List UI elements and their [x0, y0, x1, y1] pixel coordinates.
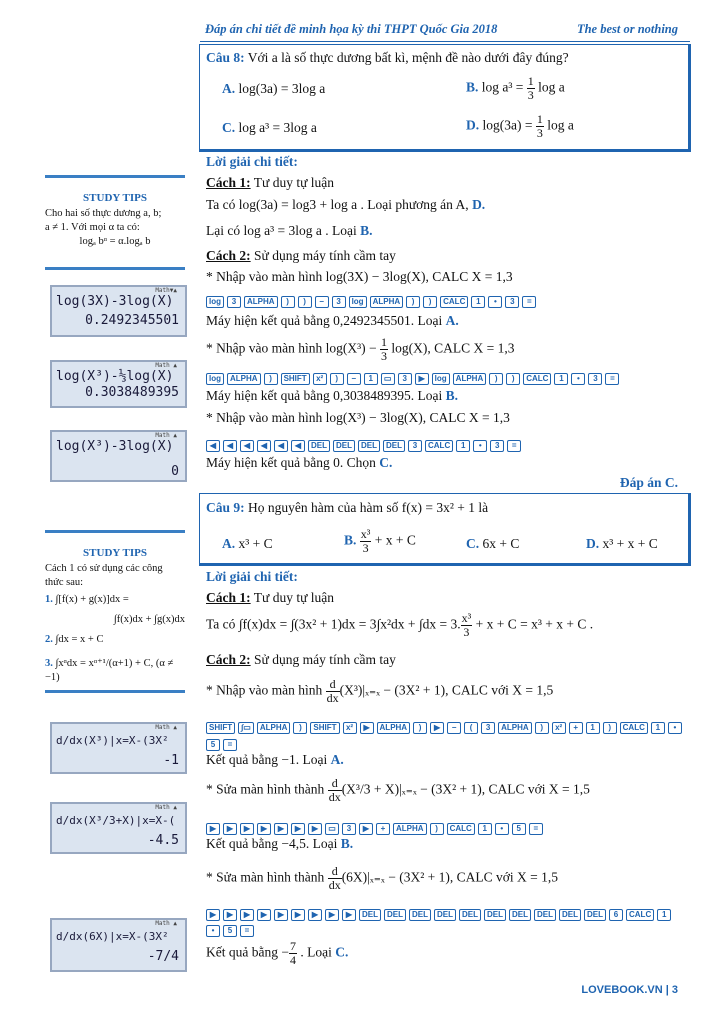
calc-key: ◀	[240, 440, 254, 452]
calc-key: log	[206, 296, 224, 308]
calc-key: 5	[512, 823, 526, 835]
question-9-box	[199, 493, 691, 566]
calc-key: 3	[490, 440, 504, 452]
calc-key: 1	[554, 373, 568, 385]
sol8-result-2: Máy hiện kết quả bằng 0,3038489395. Loại B.	[206, 388, 458, 403]
calc-key: )	[430, 823, 444, 835]
answer-8: Đáp án C.	[619, 475, 678, 490]
calc-key: ▶	[240, 909, 254, 921]
calc-key: )	[423, 296, 437, 308]
sol9-method-2: Cách 2: Sử dụng máy tính cầm tay	[206, 652, 396, 667]
calc-key: ▭	[325, 823, 339, 835]
sol9-step-3: * Sửa màn hình thành $\frac{d}{dx}$ (6X)|ₓ₌ₓ − (3X² + 1), CALC với X = 1,5	[206, 864, 558, 892]
solution-9-title: Lời giải chi tiết:	[206, 569, 298, 584]
calc-key: DEL	[434, 909, 456, 921]
calc-key: )	[330, 373, 344, 385]
calc-key: =	[522, 296, 536, 308]
calc-key: ▶	[240, 823, 254, 835]
calc-key: log	[206, 373, 224, 385]
calc-key: ◀	[291, 440, 305, 452]
sol8-result-1: Máy hiện kết quả bằng 0,2492345501. Loại A.	[206, 313, 459, 328]
calc-key: DEL	[509, 909, 531, 921]
sol8-keys-1	[206, 293, 539, 311]
calculator-screen-1: Math▼▲ log(3X)-3log(X) 0.2492345501	[50, 285, 187, 337]
study-tips-1: STUDY TIPS Cho hai số thực dương a, b; a ≠ 1. Với mọi α ta có: logₐ bᵅ = α.logₐ b	[45, 175, 185, 249]
calc-key: −	[347, 373, 361, 385]
calc-key: 3	[408, 440, 422, 452]
calc-key: •	[206, 925, 220, 937]
calc-key: 1	[471, 296, 485, 308]
sol8-keys-2	[206, 370, 622, 388]
calc-key: DEL	[534, 909, 556, 921]
calc-key: •	[495, 823, 509, 835]
sol9-result-1: Kết quả bằng −1. Loại A.	[206, 752, 344, 767]
calc-key: )	[603, 722, 617, 734]
calc-key: x²	[343, 722, 357, 734]
calc-key: )	[264, 373, 278, 385]
q8-option-a: A. log(3a) = 3log a	[222, 81, 326, 96]
calc-key: CALC	[620, 722, 648, 734]
sol9-step-1: * Nhập vào màn hình $\frac{d}{dx}$ (X³)|ₓ₌ₓ − (3X² + 1), CALC với X = 1,5	[206, 677, 554, 705]
study-tips-2-title: STUDY TIPS	[83, 547, 147, 559]
calc-key: 1	[364, 373, 378, 385]
calc-key: =	[223, 739, 237, 751]
calc-key: DEL	[559, 909, 581, 921]
header-title: Đáp án chi tiết đề minh họa kỳ thi THPT Quốc Gia 2018	[205, 22, 498, 36]
calc-key: CALC	[425, 440, 453, 452]
calc-key: ▶	[257, 909, 271, 921]
sol8-line-1: Ta có log(3a) = log3 + log a . Loại phương án A, D.	[206, 197, 486, 212]
calc-key: )	[293, 722, 307, 734]
calc-key: ◀	[257, 440, 271, 452]
sol8-step-2: * Nhập vào màn hình log(X³) − $\frac{1}{3}$ log(X), CALC X = 1,3	[206, 335, 515, 363]
calc-key: ▶	[342, 909, 356, 921]
calc-key: 3	[398, 373, 412, 385]
calc-key: DEL	[358, 440, 380, 452]
calc-key: ∫▭	[238, 722, 254, 734]
calc-key: 3	[332, 296, 346, 308]
solution-8-title: Lời giải chi tiết:	[206, 154, 298, 169]
calc-key: =	[507, 440, 521, 452]
calculator-screen-5: Math ▲ d/dx(X³/3+X)|x=X-( -4.5	[50, 802, 187, 854]
calc-key: 5	[206, 739, 220, 751]
calc-key: CALC	[447, 823, 475, 835]
calc-key: −	[447, 722, 461, 734]
calc-key: ALPHA	[227, 373, 261, 385]
calc-key: x²	[313, 373, 327, 385]
calc-key: log	[432, 373, 450, 385]
calc-key: DEL	[333, 440, 355, 452]
calc-key: SHIFT	[310, 722, 339, 734]
calc-key: ▶	[308, 823, 322, 835]
calc-key: ▶	[415, 373, 429, 385]
q9-option-c: C. 6x + C	[466, 536, 520, 551]
calc-key: )	[535, 722, 549, 734]
calculator-screen-2: Math ▲ log(X³)-⅓log(X) 0.3038489395	[50, 360, 187, 408]
calc-key: ALPHA	[453, 373, 487, 385]
calc-key: )	[281, 296, 295, 308]
calc-key: DEL	[584, 909, 606, 921]
calc-key: 1	[657, 909, 671, 921]
sol8-line-2: Lại có log a³ = 3log a . Loại B.	[206, 223, 373, 238]
calc-key: •	[571, 373, 585, 385]
calc-key: ALPHA	[377, 722, 411, 734]
q8-option-c: C. log a³ = 3log a	[222, 120, 317, 135]
calc-key: ▶	[308, 909, 322, 921]
calc-key: •	[668, 722, 682, 734]
q9-option-d: D. x³ + x + C	[586, 536, 658, 551]
calc-key: )	[298, 296, 312, 308]
sol8-result-3: Máy hiện kết quả bằng 0. Chọn C.	[206, 455, 393, 470]
calc-key: CALC	[523, 373, 551, 385]
calc-key: ALPHA	[257, 722, 291, 734]
calc-key: 1	[651, 722, 665, 734]
calc-key: DEL	[359, 909, 381, 921]
sol8-step-3: * Nhập vào màn hình log(X³) − 3log(X), CALC X = 1,3	[206, 410, 510, 425]
calc-key: DEL	[484, 909, 506, 921]
calc-key: 3	[481, 722, 495, 734]
calc-key: +	[569, 722, 583, 734]
calculator-screen-6: Math ▲ d/dx(6X)|x=X-(3X² -7/4	[50, 918, 187, 972]
page-footer: LOVEBOOK.VN | 3	[581, 984, 678, 996]
header-divider	[200, 41, 690, 42]
calc-key: CALC	[440, 296, 468, 308]
study-tips-1-divider	[45, 267, 185, 270]
sol9-method-1: Cách 1: Tư duy tự luận	[206, 590, 335, 605]
sol8-method-1: Cách 1: Tư duy tự luận	[206, 175, 335, 190]
calc-key: DEL	[409, 909, 431, 921]
sol9-line-1: Ta có ∫f(x)dx = ∫(3x² + 1)dx = 3∫x²dx + ∫dx = 3. $\frac{\text{x³}}{3}$ + x + C = x³ + x + C .	[206, 611, 594, 639]
calc-key: ▶	[325, 909, 339, 921]
sol9-keys-1a	[206, 719, 685, 737]
sol9-result-3: Kết quả bằng − $\frac{7}{4}$ . Loại C.	[206, 939, 349, 967]
calc-key: ▶	[359, 823, 373, 835]
calc-key: ▶	[223, 823, 237, 835]
calc-key: )	[406, 296, 420, 308]
calc-key: ▶	[274, 909, 288, 921]
calc-key: ▶	[206, 823, 220, 835]
sol9-keys-3b	[206, 922, 257, 940]
calc-key: ▶	[430, 722, 444, 734]
study-tips-2-divider	[45, 690, 185, 693]
calc-key: 6	[609, 909, 623, 921]
calc-key: ALPHA	[370, 296, 404, 308]
calc-key: −	[315, 296, 329, 308]
calc-key: CALC	[626, 909, 654, 921]
header-slogan: The best or nothing	[576, 22, 678, 36]
q8-option-b: B. log a³ = $\frac{1}{3}$ log a	[466, 74, 565, 102]
calculator-screen-4: Math ▲ d/dx(X³)|x=X-(3X² -1	[50, 722, 187, 774]
calc-key: 1	[586, 722, 600, 734]
calc-key: 3	[588, 373, 602, 385]
calc-key: DEL	[383, 440, 405, 452]
calc-key: ▶	[291, 909, 305, 921]
calc-key: ALPHA	[244, 296, 278, 308]
sol8-step-1: * Nhập vào màn hình log(3X) − 3log(X), CALC X = 1,3	[206, 269, 513, 284]
calc-key: ◀	[274, 440, 288, 452]
question-9-text: Câu 9: Họ nguyên hàm của hàm số f(x) = 3x² + 1 là	[206, 500, 489, 515]
calc-key: )	[413, 722, 427, 734]
calc-key: +	[376, 823, 390, 835]
calc-key: x²	[552, 722, 566, 734]
calc-key: 3	[342, 823, 356, 835]
calc-key: =	[240, 925, 254, 937]
calc-key: ▶	[274, 823, 288, 835]
calc-key: =	[529, 823, 543, 835]
calculator-screen-3: Math ▲ log(X³)-3log(X) 0	[50, 430, 187, 482]
calc-key: ALPHA	[498, 722, 532, 734]
sol8-keys-3	[206, 437, 524, 455]
calc-key: 5	[223, 925, 237, 937]
study-tips-1-title: STUDY TIPS	[83, 192, 147, 204]
calc-key: ALPHA	[393, 823, 427, 835]
q9-option-b: B. $\frac{\text{x³}}{3}$ + x + C	[344, 527, 416, 555]
calc-key: )	[489, 373, 503, 385]
sol9-keys-3a	[206, 906, 674, 924]
sol9-step-2: * Sửa màn hình thành $\frac{d}{dx}$ (X³/3 + X)|ₓ₌ₓ − (3X² + 1), CALC với X = 1,5	[206, 776, 590, 804]
calc-key: 1	[478, 823, 492, 835]
calc-key: ▶	[257, 823, 271, 835]
calc-key: 1	[456, 440, 470, 452]
question-8-box	[199, 44, 691, 152]
question-8-text: Câu 8: Với a là số thực dương bất kì, mệnh đề nào dưới đây đúng?	[206, 50, 569, 65]
calc-key: (	[464, 722, 478, 734]
calc-key: DEL	[459, 909, 481, 921]
calc-key: 3	[505, 296, 519, 308]
calc-key: SHIFT	[206, 722, 235, 734]
calc-key: =	[605, 373, 619, 385]
calc-key: DEL	[308, 440, 330, 452]
calc-key: ▭	[381, 373, 395, 385]
calc-key: •	[473, 440, 487, 452]
calc-key: log	[349, 296, 367, 308]
sol8-method-2: Cách 2: Sử dụng máy tính cầm tay	[206, 248, 396, 263]
calc-key: SHIFT	[281, 373, 310, 385]
q9-option-a: A. x³ + C	[222, 536, 273, 551]
calc-key: DEL	[384, 909, 406, 921]
calc-key: ◀	[223, 440, 237, 452]
calc-key: ◀	[206, 440, 220, 452]
calc-key: ▶	[223, 909, 237, 921]
calc-key: •	[488, 296, 502, 308]
study-tips-2: STUDY TIPS Cách 1 có sử dụng các công thức sau: 1. ∫[f(x) + g(x)]dx = ∫f(x)dx + ∫g(x)dx 2. ∫dx = x + C 3. ∫xᵅdx = xᵅ⁺¹/(α+1) + C, (α ≠ −1)	[45, 530, 185, 685]
calc-key: ▶	[360, 722, 374, 734]
calc-key: 3	[227, 296, 241, 308]
sol9-result-2: Kết quả bằng −4,5. Loại B.	[206, 836, 354, 851]
q8-option-d: D. log(3a) = $\frac{1}{3}$ log a	[466, 112, 574, 140]
calc-key: ▶	[291, 823, 305, 835]
calc-key: ▶	[206, 909, 220, 921]
calc-key: )	[506, 373, 520, 385]
